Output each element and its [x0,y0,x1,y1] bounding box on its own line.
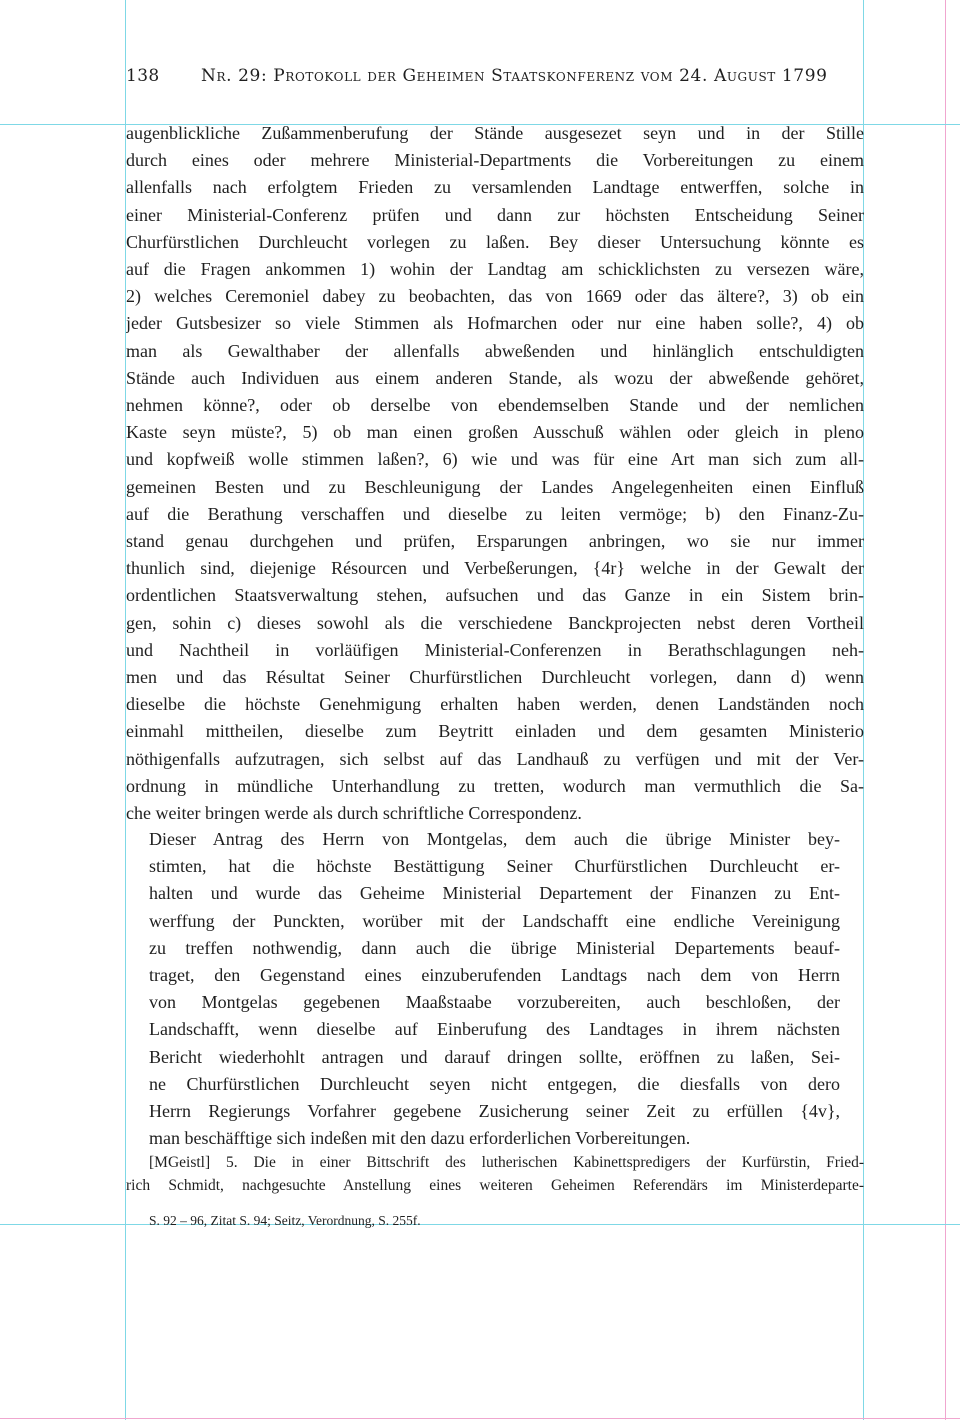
text-line: gen, sohin c) dieses sowohl als die verschiedene Banckprojecten nebst deren Vortheil [126,612,864,633]
text-line: stand genau durchgehen und prüfen, Ersparungen anbringen, wo sie nur immer [126,531,864,551]
text-line: werffung der Punckten, worüber mit der Landschafft eine endliche Vereinigung [149,910,840,931]
text-line: che weiter bringen werde als durch schriftliche Correspondenz. [126,803,582,823]
text-line: und kopfweiß wolle stimmen laßen?, 6) wie und was für eine Art man sich zum all- [126,449,864,470]
text-line: Bericht wiederhohlt antragen und darauf dringen sollte, eröffnen zu laßen, Sei- [149,1046,840,1067]
text-line: Stände auch Individuen aus einem anderen Stande, als wozu der abweßende gehöret, [126,367,864,388]
text-line: jeder Gutsbesizer so viele Stimmen als Hofmarchen oder nur eine haben solle?, 4) ob [126,313,864,334]
text-line: von Montgelas gegebenen Maaßstaabe vorzubereiten, auch beschloßen, der [149,992,840,1013]
text-line: 2) welches Ceremoniel dabey zu beobachten, das von 1669 oder das ältere?, 3) ob ein [126,286,864,307]
text-line: auf die Fragen ankommen 1) wohin der Landtag am schicklichsten zu versezen wäre, [126,259,864,279]
text-line: ne Churfürstlichen Durchleucht seyen nicht entgegen, die diesfalls von dero [149,1073,840,1094]
text-line: men und das Résultat Seiner Churfürstlichen Durchleucht vorlegen, dann d) wenn [126,667,864,687]
text-line: halten und wurde das Geheime Ministerial Departement der Finanzen zu Ent- [149,883,840,904]
running-head [126,66,864,94]
text-line: stimten, hat die höchste Bestättigung Seiner Churfürstlichen Durchleucht er- [149,856,840,877]
text-line: rich Schmidt, nachgesuchte Anstellung eines weiteren Geheimen Referendärs im Ministerdeparte- [126,1177,864,1194]
margin-guide-bottom [0,1224,960,1225]
text-line: einer Ministerial-Conferenz prüfen und dann zur höchsten Entscheidung Seiner [126,204,864,225]
text-line: [MGeistl] 5. Die in einer Bittschrift des lutherischen Kabinettspredigers der Kurfürstin, Fried- [149,1154,864,1171]
text-line: einmahl mittheilen, dieselbe zum Beytritt einladen und dem gesamten Ministerio [126,721,864,742]
text-line: Herrn Regierungs Vorfahrer gegebene Zusicherung seiner Zeit zu erfüllen {4v}, [149,1101,840,1121]
text-line: dieselbe die höchste Genehmigung erhalten haben werden, denen Landständen noch [126,694,864,715]
running-title: Nr. 29: Protokoll der Geheimen Staatskonferenz vom 24. August 1799 [201,66,828,86]
text-line: auf die Berathung verschaffen und dieselbe zu leiten vermöge; b) den Finanz-Zu- [126,503,864,524]
text-line: Kaste seyn müste?, 5) ob man einen großen Ausschuß wählen oder gleich in pleno [126,422,864,443]
text-line: ordnung in mündliche Unterhandlung zu tretten, wodurch man vermuthlich die Sa- [126,775,864,796]
text-line: Churfürstlichen Durchleucht vorlegen zu laßen. Bey dieser Untersuchung könnte es [126,231,864,252]
text-line: und Nachtheil in vorläüfigen Ministerial-Conferenzen in Berathschlagungen neh- [126,639,864,660]
text-line: thunlich sind, diejenige Résourcen und Verbeßerungen, {4r} welche in der Gewalt der [126,558,864,579]
text-line: augenblickliche Zußammenberufung der Stände ausgesezet seyn und in der Stille [126,123,864,143]
text-line: nöthigenfalls aufzutragen, sich selbst auf das Landhauß zu verfügen und mit der Ver- [126,748,864,769]
text-line: Landschafft, wenn dieselbe auf Einberufung des Landtages in ihrem nächsten [149,1019,840,1040]
text-line: nehmen könne?, oder ob derselbe von ebendemselben Stande und der nemlichen [126,395,864,415]
text-line: gemeinen Besten und zu Beschleunigung der Landes Angelegenheiten einen Einfluß [126,476,864,497]
page-edge-guide-right [945,0,946,1420]
text-line: Dieser Antrag des Herrn von Montgelas, dem auch die übrige Minister bey- [149,829,840,849]
text-line: traget, den Gegenstand eines einzuberufenden Landtags nach dem von Herrn [149,965,840,985]
footnote: S. 92 – 96, Zitat S. 94; Seitz, Verordnung, S. 255f. [149,1213,421,1228]
page-number: 138 [126,66,160,86]
page-edge-guide-bottom [0,1418,960,1419]
text-line: man als Gewalthaber der allenfalls abweßenden und hinlänglich entschuldigten [126,340,864,361]
text-line: allenfalls nach erfolgtem Frieden zu versamlenden Landtage entwerffen, solche in [126,177,864,198]
text-line: ordentlichen Staatsverwaltung stehen, aufsuchen und das Ganze in ein Sistem brin- [126,585,864,606]
text-line: zu treffen nothwendig, dann auch die übrige Ministerial Departements beauf- [149,937,840,958]
text-line: man beschäfftige sich indeßen mit den dazu erforderlichen Vorbereitungen. [149,1128,691,1149]
text-line: durch eines oder mehrere Ministerial-Departments die Vorbereitungen zu einem [126,150,864,171]
